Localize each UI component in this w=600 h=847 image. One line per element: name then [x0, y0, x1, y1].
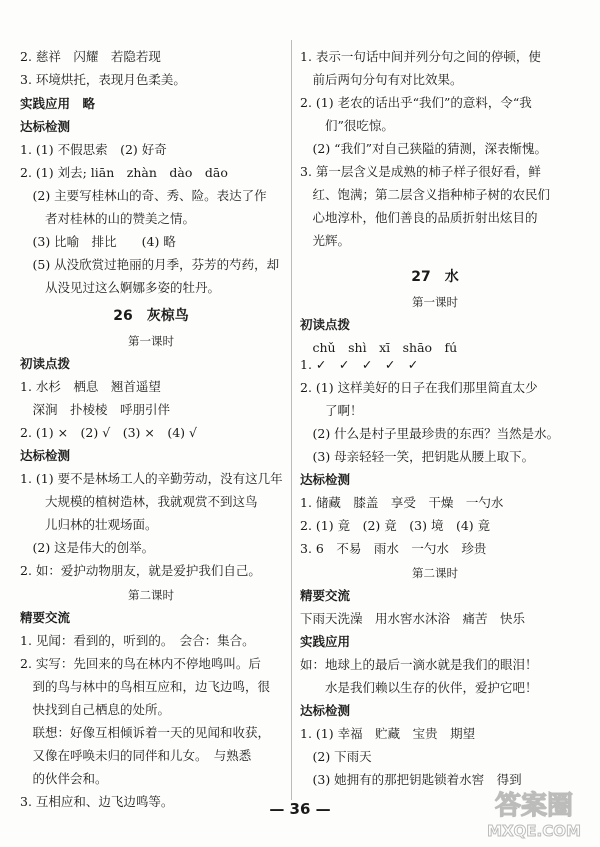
- right-line: 们”很吃惊。: [300, 118, 394, 133]
- left-line: (5) 从没欣赏过艳丽的月季，芬芳的芍药，却: [20, 257, 280, 272]
- right-line: 下雨天洗澡 用水窖水沐浴 痛苦 快乐: [300, 611, 526, 626]
- right-line: 实践应用: [300, 634, 351, 649]
- left-line: 1. 水杉 栖息 翘首遥望: [20, 379, 161, 394]
- left-line: 到的鸟与林中的鸟相互应和，边飞边鸣，很: [20, 679, 271, 694]
- watermark-logo: [475, 784, 593, 842]
- right-line: 1. (1) 幸福 贮藏 宝贵 期望: [300, 726, 476, 741]
- right-line: 前后两句分句有对比效果。: [300, 72, 463, 87]
- right-line: (3) 母亲轻轻一笑，把钥匙从腰上取下。: [300, 449, 535, 464]
- right-line: (2) “我们”对自己狭隘的猜测，深表惭愧。: [300, 141, 547, 156]
- left-line: 2. 实写：先回来的鸟在林内不停地鸣叫。后: [20, 656, 261, 671]
- right-line: 光辉。: [300, 233, 351, 248]
- left-line: 2. 如：爱护动物朋友，就是爱护我们自己。: [20, 563, 261, 578]
- right-line: 初读点拨: [300, 317, 351, 332]
- right-line: 达标检测: [300, 703, 351, 718]
- right-line: 第二课时: [412, 566, 458, 580]
- right-line: 如：地球上的最后一滴水就是我们的眼泪！: [300, 657, 538, 672]
- left-line: 3. 环境烘托，表现月色柔美。: [20, 72, 186, 87]
- left-line: 快找到自己栖息的处所。: [20, 702, 171, 717]
- left-line: 儿归林的壮观场面。: [20, 517, 158, 532]
- left-line: 2. 慈祥 闪耀 若隐若现: [20, 49, 161, 64]
- right-line: 27 水: [411, 269, 459, 285]
- left-line: 第二课时: [128, 588, 174, 602]
- right-line: 1. 储藏 膝盖 享受 干燥 一勺水: [300, 495, 504, 510]
- right-line: (2) 什么是村子里最珍贵的东西？当然是水。: [300, 426, 560, 441]
- left-line: 1. (1) 不假思索 (2) 好奇: [20, 142, 167, 157]
- left-line: (2) 这是伟大的创举。: [20, 540, 155, 555]
- right-line: 1. 表示一句话中间并列分句之间的停顿，使: [300, 49, 541, 64]
- left-line: 者对桂林的山的赞美之情。: [20, 211, 196, 226]
- left-line: 实践应用 略: [20, 96, 96, 111]
- right-line: 3. 6 不易 雨水 一勺水 珍贵: [300, 541, 487, 556]
- right-line: 2. (1) 这样美好的日子在我们那里简直太少: [300, 380, 538, 395]
- right-line: 2. (1) 竟 (2) 竟 (3) 境 (4) 竟: [300, 518, 491, 533]
- watermark-line1: 答案圈: [494, 791, 574, 821]
- right-line: (2) 下雨天: [300, 749, 372, 764]
- left-line: 的伙伴会和。: [20, 771, 108, 786]
- left-line: 达标检测: [20, 119, 71, 134]
- left-line: 第一课时: [128, 334, 174, 348]
- left-line: 精要交流: [20, 610, 71, 625]
- right-line: 了啊！: [300, 403, 363, 418]
- left-line: 联想：好像互相倾诉着一天的见闻和收获，: [20, 725, 271, 740]
- left-line: 达标检测: [20, 448, 71, 463]
- right-line: 2. (1) 老农的话出乎“我们”的意料，令“我: [300, 95, 532, 110]
- left-line: 大规模的植树造林，我就观赏不到这鸟: [20, 494, 258, 509]
- left-line: (2) 主要写桂林山的奇、秀、险。表达了作: [20, 188, 267, 203]
- column-divider: [291, 40, 292, 800]
- right-line: 精要交流: [300, 588, 351, 603]
- left-line: 又像在呼唤未归的同伴和儿女。 与熟悉: [20, 748, 252, 763]
- left-line: 深涧 扑棱棱 呼朋引伴: [20, 402, 171, 417]
- left-line: 2. (1) 刘去; liān zhàn dào dāo: [20, 165, 228, 180]
- left-line: 2. (1) × (2) √ (3) × (4) √: [20, 425, 197, 440]
- left-line: (3) 比喻 排比 (4) 略: [20, 234, 176, 249]
- right-line: 达标检测: [300, 472, 351, 487]
- left-line: 初读点拨: [20, 356, 71, 371]
- left-line: 从没见过这么婀娜多姿的牡丹。: [20, 280, 221, 295]
- left-line: 1. (1) 要不是林场工人的辛勤劳动，没有这几年: [20, 471, 283, 486]
- watermark-line2: MXQE.COM: [487, 822, 581, 840]
- right-line: 第一课时: [412, 295, 458, 309]
- page-number: — 36 —: [269, 800, 331, 818]
- left-line: 26 灰椋鸟: [113, 308, 189, 324]
- left-line: 3. 互相应和、边飞边鸣等。: [20, 794, 174, 809]
- left-line: 1. 见闻：看到的，听到的。 会合：集合。: [20, 633, 255, 648]
- right-line: (3) 她拥有的那把钥匙锁着水窖 得到: [300, 772, 522, 787]
- right-line: chǔ shì xī shāo fú: [300, 340, 458, 355]
- right-line: 3. 第一层含义是成熟的柿子样子很好看，鲜: [300, 164, 541, 179]
- right-line: 水是我们赖以生存的伙伴，爱护它吧！: [300, 680, 538, 695]
- right-line: 1. ✓ ✓ ✓ ✓ ✓: [300, 357, 419, 372]
- right-line: 红、饱满；第二层含义指种柿子树的农民们: [300, 187, 551, 202]
- right-line: 心地淳朴，他们善良的品质折射出炫目的: [300, 210, 538, 225]
